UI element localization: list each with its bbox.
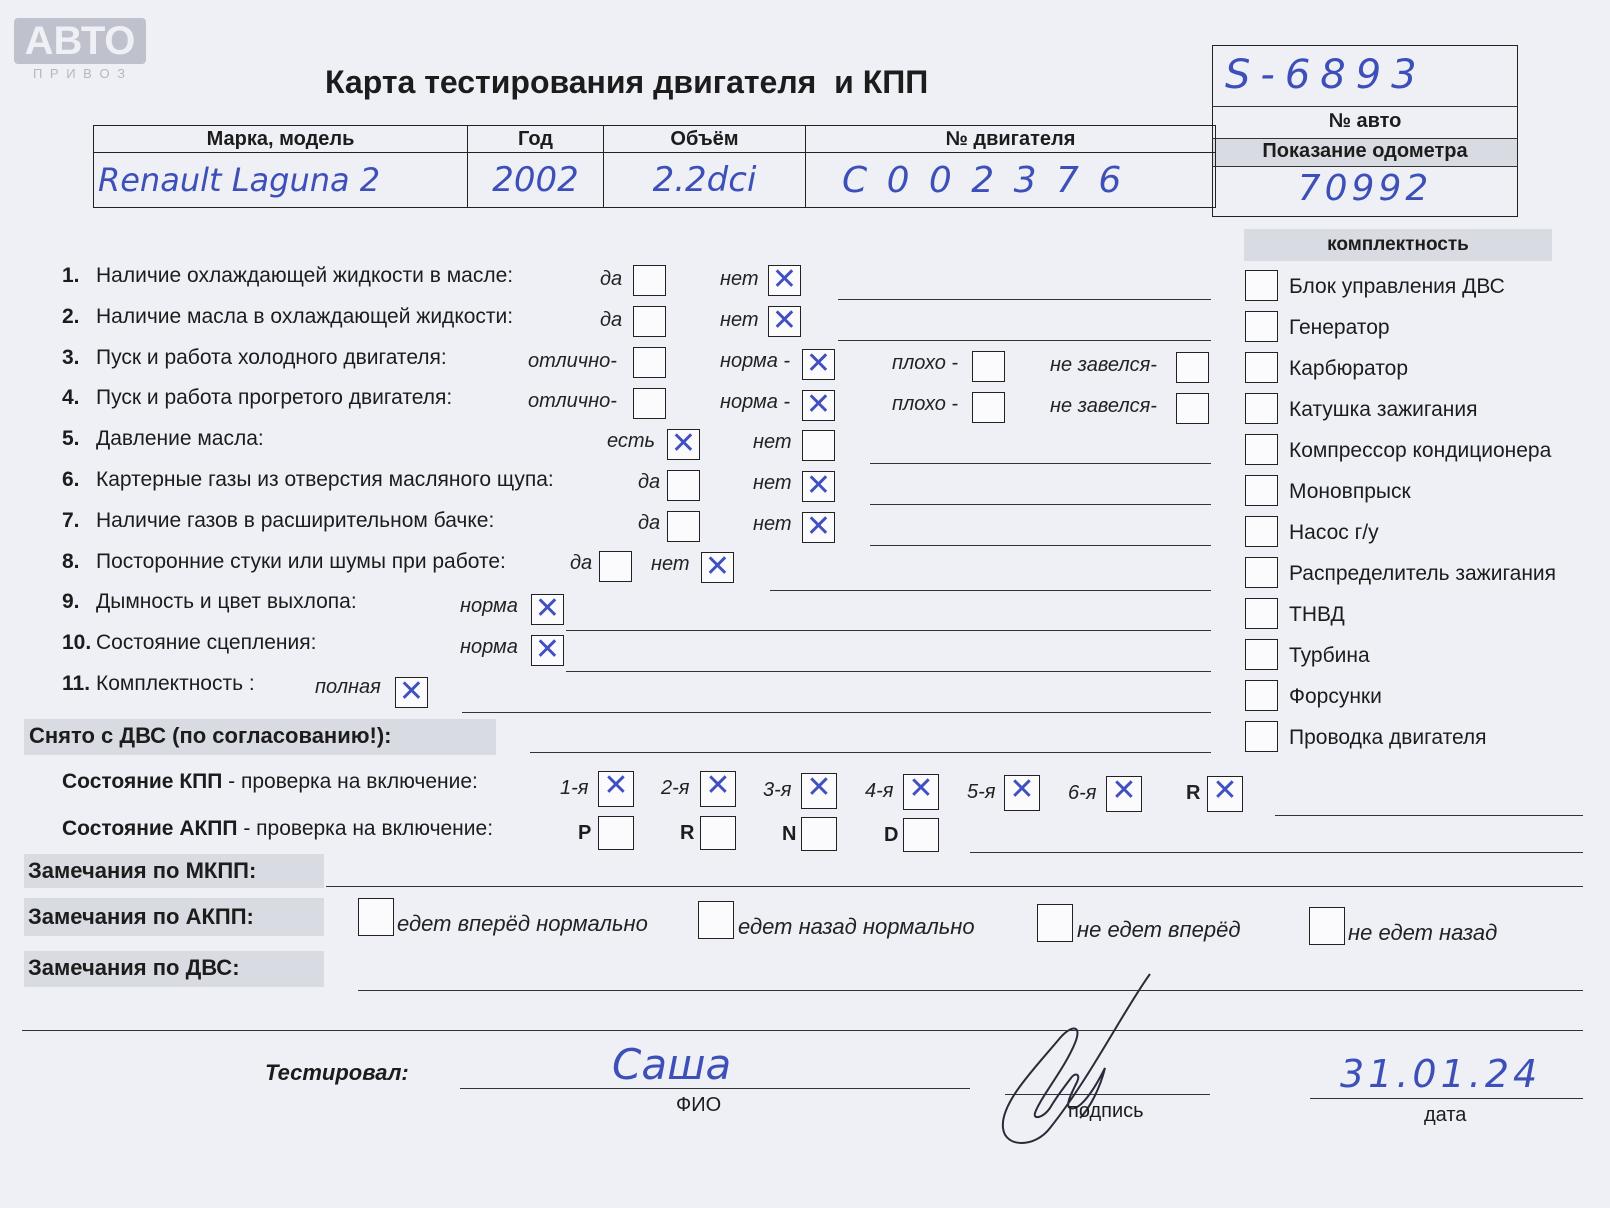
item-6-no-checkbox[interactable] [802, 468, 835, 503]
item-5-num: 5. [62, 427, 80, 450]
akpp-note-line[interactable] [970, 852, 1583, 853]
komplekt-checkbox-11[interactable] [1245, 680, 1278, 711]
volume-value: 2.2dci [604, 153, 806, 208]
odometer-value: 70992 [1297, 168, 1433, 209]
item-3-excellent-checkbox[interactable] [633, 347, 666, 378]
komplekt-checkbox-9[interactable] [1245, 598, 1278, 629]
check-mark-icon: ✕ [805, 468, 832, 503]
item-4-normal-checkbox[interactable] [802, 387, 835, 422]
item-6-opt-no: нет [753, 472, 792, 494]
kpp-label [62, 770, 478, 794]
col-year: Год [468, 126, 604, 153]
item-2-no-checkbox[interactable] [768, 303, 801, 338]
item-11-note-line[interactable] [462, 712, 1211, 713]
check-mark-icon: ✕ [771, 303, 798, 338]
akpp-label [62, 817, 493, 841]
item-9-note-line[interactable] [566, 630, 1211, 631]
check-mark-icon: ✕ [670, 426, 697, 461]
item-9-normal-checkbox[interactable] [531, 591, 564, 626]
gear-2-label: 2-я [661, 777, 690, 799]
komplekt-checkbox-6[interactable] [1245, 475, 1278, 506]
col-engine-no: № двигателя [806, 126, 1216, 153]
item-7-no-checkbox[interactable] [802, 509, 835, 544]
komplekt-item-6: Моновпрыск [1289, 480, 1411, 503]
logo-main: АВТО [14, 18, 146, 64]
item-5-text: Давление масла: [96, 427, 264, 450]
item-5-opt-no: нет [753, 431, 792, 453]
akpp-p-checkbox[interactable] [598, 816, 634, 850]
item-3-opt-nostart: не завелся- [1050, 354, 1157, 376]
year-value: 2002 [468, 153, 604, 208]
item-1-opt-yes: да [600, 268, 623, 290]
gear-6-label: 6-я [1068, 782, 1097, 804]
item-8-opt-yes: да [570, 552, 593, 574]
item-6-note-line[interactable] [870, 504, 1211, 505]
logo [14, 18, 146, 82]
akpp-r-label: R [680, 822, 695, 844]
item-1-yes-checkbox[interactable] [633, 265, 666, 296]
gear-6-checkbox[interactable] [1106, 773, 1142, 812]
gear-r-checkbox[interactable] [1207, 773, 1243, 812]
remarks-dvs-label: Замечания по ДВС: [28, 955, 240, 980]
item-8-note-line[interactable] [770, 590, 1211, 591]
gear-5-checkbox[interactable] [1004, 772, 1040, 811]
col-model: Марка, модель [94, 126, 468, 153]
item-5-no-checkbox[interactable] [802, 430, 835, 461]
logo-sub: П Р И В О З [32, 66, 128, 81]
item-4-opt-nostart: не завелся- [1050, 395, 1157, 417]
komplekt-item-9: ТНВД [1289, 603, 1345, 626]
check-mark-icon: ✕ [603, 768, 629, 803]
akpp-r-checkbox[interactable] [700, 816, 736, 850]
item-3-opt-normal: норма - [720, 350, 791, 372]
item-4-text: Пуск и работа прогретого двигателя: [96, 386, 453, 409]
akpp-no-backward-label: не едет назад [1348, 920, 1498, 945]
item-4-nostart-checkbox[interactable] [1176, 393, 1209, 424]
akpp-label-rest: - проверка на включение: [237, 817, 494, 840]
removed-line[interactable] [530, 752, 1211, 753]
komplekt-item-7: Насос г/у [1289, 521, 1379, 544]
tester-name: Саша [612, 1040, 732, 1089]
gear-1-checkbox[interactable] [598, 768, 634, 807]
komplekt-item-4: Катушка зажигания [1289, 398, 1478, 421]
removed-label: Снято с ДВС (по согласованию!): [29, 723, 392, 748]
gear-2-checkbox[interactable] [700, 768, 736, 807]
item-5-note-line[interactable] [870, 463, 1211, 464]
komplekt-checkbox-3[interactable] [1245, 352, 1278, 383]
komplekt-item-1: Блок управления ДВС [1289, 275, 1505, 298]
kpp-note-line[interactable] [1275, 815, 1583, 816]
gear-3-checkbox[interactable] [801, 770, 837, 809]
check-mark-icon: ✕ [705, 768, 731, 803]
komplekt-item-3: Карбюратор [1289, 357, 1409, 380]
item-3-text: Пуск и работа холодного двигателя: [96, 346, 447, 369]
akpp-p-label: P [578, 822, 592, 844]
item-8-text: Посторонние стуки или шумы при работе: [96, 550, 506, 573]
remarks-dvs-line-1[interactable] [358, 990, 1583, 991]
kpp-label-rest: - проверка на включение: [222, 770, 478, 793]
akpp-forward-ok-label: едет вперёд нормально [397, 911, 648, 936]
check-mark-icon: ✕ [534, 591, 561, 626]
komplekt-checkbox-8[interactable] [1245, 557, 1278, 588]
item-10-opt-normal: норма [460, 636, 518, 658]
item-4-opt-normal: норма - [720, 391, 791, 413]
signature-image [995, 968, 1165, 1158]
item-1-opt-no: нет [720, 268, 759, 290]
check-mark-icon: ✕ [908, 771, 934, 806]
item-7-text: Наличие газов в расширительном бачке: [96, 509, 495, 532]
item-9-text: Дымность и цвет выхлопа: [96, 590, 357, 613]
komplekt-item-12: Проводка двигателя [1289, 726, 1487, 749]
car-number-label: № авто [1328, 110, 1402, 132]
item-1-no-checkbox[interactable] [768, 262, 801, 297]
item-3-opt-excellent: отлично- [528, 350, 617, 372]
item-7-yes-checkbox[interactable] [667, 511, 700, 542]
check-mark-icon: ✕ [771, 262, 798, 297]
item-4-bad-checkbox[interactable] [972, 392, 1005, 423]
item-10-note-line[interactable] [566, 671, 1211, 672]
item-2-opt-yes: да [600, 309, 623, 331]
item-6-num: 6. [62, 468, 80, 491]
tested-by-label: Тестировал: [265, 1060, 409, 1085]
komplekt-item-8: Распределитель зажигания [1289, 562, 1557, 585]
item-6-opt-yes: да [638, 471, 661, 493]
date-label: дата [1424, 1104, 1467, 1126]
item-9-opt-normal: норма [460, 595, 518, 617]
komplekt-item-2: Генератор [1289, 316, 1390, 339]
odometer-label: Показание одометра [1262, 140, 1468, 162]
komplekt-checkbox-4[interactable] [1245, 393, 1278, 424]
item-7-note-line[interactable] [870, 545, 1211, 546]
item-7-num: 7. [62, 509, 80, 532]
check-mark-icon: ✕ [805, 387, 832, 422]
check-mark-icon: ✕ [1009, 772, 1035, 807]
model-value: Renault Laguna 2 [94, 153, 468, 208]
akpp-no-backward-checkbox[interactable] [1309, 907, 1345, 945]
check-mark-icon: ✕ [534, 632, 561, 667]
gear-r-label: R [1186, 782, 1201, 804]
item-4-num: 4. [62, 386, 80, 409]
item-11-full-checkbox[interactable] [395, 674, 428, 709]
item-11-text: Комплектность : [96, 672, 255, 695]
remarks-akpp-label: Замечания по АКПП: [28, 904, 254, 929]
item-5-yes-checkbox[interactable] [667, 426, 700, 461]
item-3-opt-bad: плохо - [892, 352, 959, 374]
car-number-value: S-6893 [1225, 52, 1427, 98]
signature-label: подпись [1068, 1100, 1144, 1122]
item-9-num: 9. [62, 590, 80, 613]
divider [1212, 106, 1518, 107]
item-10-num: 10. [62, 631, 92, 654]
item-2-opt-no: нет [720, 309, 759, 331]
komplekt-item-5: Компрессор кондиционера [1289, 439, 1552, 462]
item-11-opt-full: полная [315, 676, 381, 698]
gear-4-checkbox[interactable] [903, 771, 939, 810]
col-volume: Объём [604, 126, 806, 153]
item-2-yes-checkbox[interactable] [633, 306, 666, 337]
komplekt-item-11: Форсунки [1289, 685, 1382, 708]
check-mark-icon: ✕ [398, 674, 425, 709]
check-mark-icon: ✕ [806, 770, 832, 805]
akpp-label-bold: Состояние АКПП [62, 817, 238, 840]
item-1-num: 1. [62, 264, 80, 287]
gear-4-label: 4-я [865, 780, 894, 802]
remarks-dvs-line-2[interactable] [22, 1030, 1583, 1031]
item-8-num: 8. [62, 550, 80, 573]
item-4-opt-bad: плохо - [892, 393, 959, 415]
item-1-note-line[interactable] [838, 299, 1211, 300]
remarks-mkpp-line[interactable] [326, 886, 1583, 887]
fio-label: ФИО [676, 1094, 722, 1116]
akpp-n-checkbox[interactable] [801, 817, 837, 851]
akpp-n-label: N [782, 823, 797, 845]
check-mark-icon: ✕ [1111, 773, 1137, 808]
komplekt-title: комплектность [1327, 234, 1469, 255]
komplekt-checkbox-7[interactable] [1245, 516, 1278, 547]
check-mark-icon: ✕ [805, 346, 832, 381]
gear-5-label: 5-я [967, 781, 996, 803]
remarks-mkpp-label: Замечания по МКПП: [28, 858, 257, 883]
item-3-bad-checkbox[interactable] [972, 351, 1005, 382]
item-4-excellent-checkbox[interactable] [633, 388, 666, 419]
header-table [93, 125, 1216, 208]
check-mark-icon: ✕ [1212, 773, 1238, 808]
komplekt-checkbox-12[interactable] [1245, 721, 1278, 752]
divider [1212, 166, 1518, 167]
item-7-opt-yes: да [638, 512, 661, 534]
item-10-text: Состояние сцепления: [96, 631, 317, 654]
item-3-num: 3. [62, 346, 80, 369]
item-11-num: 11. [62, 672, 91, 695]
fio-line[interactable] [460, 1088, 970, 1089]
gear-3-label: 3-я [763, 779, 792, 801]
item-8-yes-checkbox[interactable] [599, 551, 632, 582]
item-6-yes-checkbox[interactable] [667, 470, 700, 501]
item-10-normal-checkbox[interactable] [531, 632, 564, 667]
check-mark-icon: ✕ [805, 509, 832, 544]
check-mark-icon: ✕ [704, 549, 731, 584]
komplekt-checkbox-5[interactable] [1245, 434, 1278, 465]
gear-1-label: 1-я [560, 777, 589, 799]
item-6-text: Картерные газы из отверстия масляного щупа: [96, 468, 554, 491]
komplekt-checkbox-10[interactable] [1245, 639, 1278, 670]
item-2-num: 2. [62, 305, 80, 328]
item-1-text: Наличие охлаждающей жидкости в масле: [96, 264, 514, 287]
item-8-opt-no: нет [651, 553, 690, 575]
item-8-no-checkbox[interactable] [701, 549, 734, 584]
item-3-normal-checkbox[interactable] [802, 346, 835, 381]
item-2-note-line[interactable] [838, 340, 1211, 341]
akpp-d-checkbox[interactable] [903, 818, 939, 852]
item-4-opt-excellent: отлично- [528, 390, 617, 412]
komplekt-checkbox-1[interactable] [1245, 270, 1278, 301]
akpp-no-forward-label: не едет вперёд [1077, 917, 1241, 942]
kpp-label-bold: Состояние КПП [62, 770, 223, 793]
page-title: Карта тестирования двигателя и КПП [325, 64, 929, 100]
akpp-no-forward-checkbox[interactable] [1037, 904, 1073, 942]
date-line[interactable] [1310, 1098, 1583, 1099]
akpp-d-label: D [884, 824, 899, 846]
date-value: 31.01.24 [1340, 1052, 1542, 1096]
engine-no-value: C 0 0 2 3 7 6 [806, 153, 1216, 208]
item-7-opt-no: нет [753, 513, 792, 535]
item-3-nostart-checkbox[interactable] [1176, 352, 1209, 383]
akpp-backward-ok-label: едет назад нормально [738, 914, 975, 939]
item-2-text: Наличие масла в охлаждающей жидкости: [96, 305, 514, 328]
komplekt-item-10: Турбина [1289, 644, 1370, 667]
komplekt-checkbox-2[interactable] [1245, 311, 1278, 342]
item-5-opt-yes: есть [607, 430, 656, 452]
akpp-forward-ok-checkbox[interactable] [358, 898, 394, 936]
akpp-backward-ok-checkbox[interactable] [698, 901, 734, 939]
